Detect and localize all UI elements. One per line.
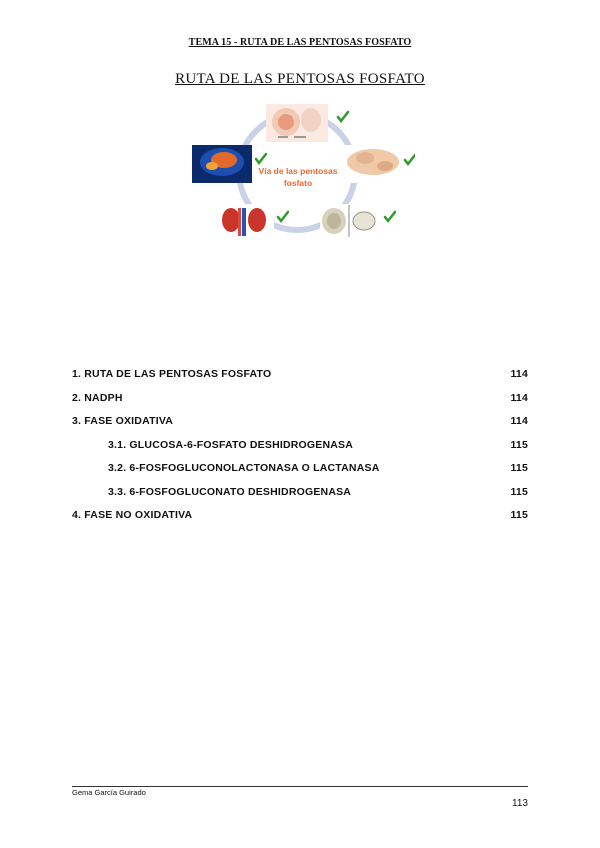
page-title: RUTA DE LAS PENTOSAS FOSFATO [175,71,425,87]
toc-entry-page: 115 [510,485,528,498]
figure-center-text-2: fosfato [283,178,313,188]
adipose-tissue-image [342,145,400,183]
table-of-contents [72,366,528,531]
toc-entry[interactable] [72,366,528,390]
toc-entry-label: 3. FASE OXIDATIVA [72,415,174,427]
toc-entry-page: 114 [510,391,528,404]
toc-entry[interactable] [72,390,528,414]
toc-subentry[interactable] [72,460,528,484]
check-icon [278,212,288,221]
running-header: TEMA 15 - RUTA DE LAS PENTOSAS FOSFATO [188,37,412,48]
footer-divider [72,786,528,787]
footer-author: Gema García Guirado [72,788,146,797]
toc-entry-page: 115 [510,509,528,521]
page-number: 113 [512,798,528,809]
check-icon [385,212,395,221]
check-icon [338,112,348,121]
toc-entry-label: 1. RUTA DE LAS PENTOSAS FOSFATO [72,368,272,380]
toc-entry-label: 3.2. 6-FOSFOGLUCONOLACTONASA O LACTANASA [108,462,380,474]
toc-entry[interactable] [72,413,528,437]
toc-entry-page: 115 [510,462,528,474]
toc-entry-label: 3.3. 6-FOSFOGLUCONATO DESHIDROGENASA [108,485,352,498]
kidney-image [214,204,274,238]
toc-entry-page: 114 [510,368,528,380]
figure-center-text-1: Vía de las pentosas [258,166,338,176]
toc-entry-label: 2. NADPH [72,391,123,404]
check-icon [256,154,266,163]
toc-entry-label: 3.1. GLUCOSA-6-FOSFATO DESHIDROGENASA [108,438,354,451]
toc-entry-page: 115 [510,438,528,451]
check-icon [405,155,415,164]
toc-entry-page: 114 [510,415,528,427]
pentose-pathway-figure [190,100,415,242]
toc-entry[interactable] [72,507,528,531]
liver-image [192,145,252,183]
toc-subentry[interactable] [72,437,528,461]
toc-subentry[interactable] [72,484,528,508]
mammary-gland-image [266,104,328,142]
adrenal-gland-image [320,204,378,238]
toc-entry-label: 4. FASE NO OXIDATIVA [72,509,193,521]
